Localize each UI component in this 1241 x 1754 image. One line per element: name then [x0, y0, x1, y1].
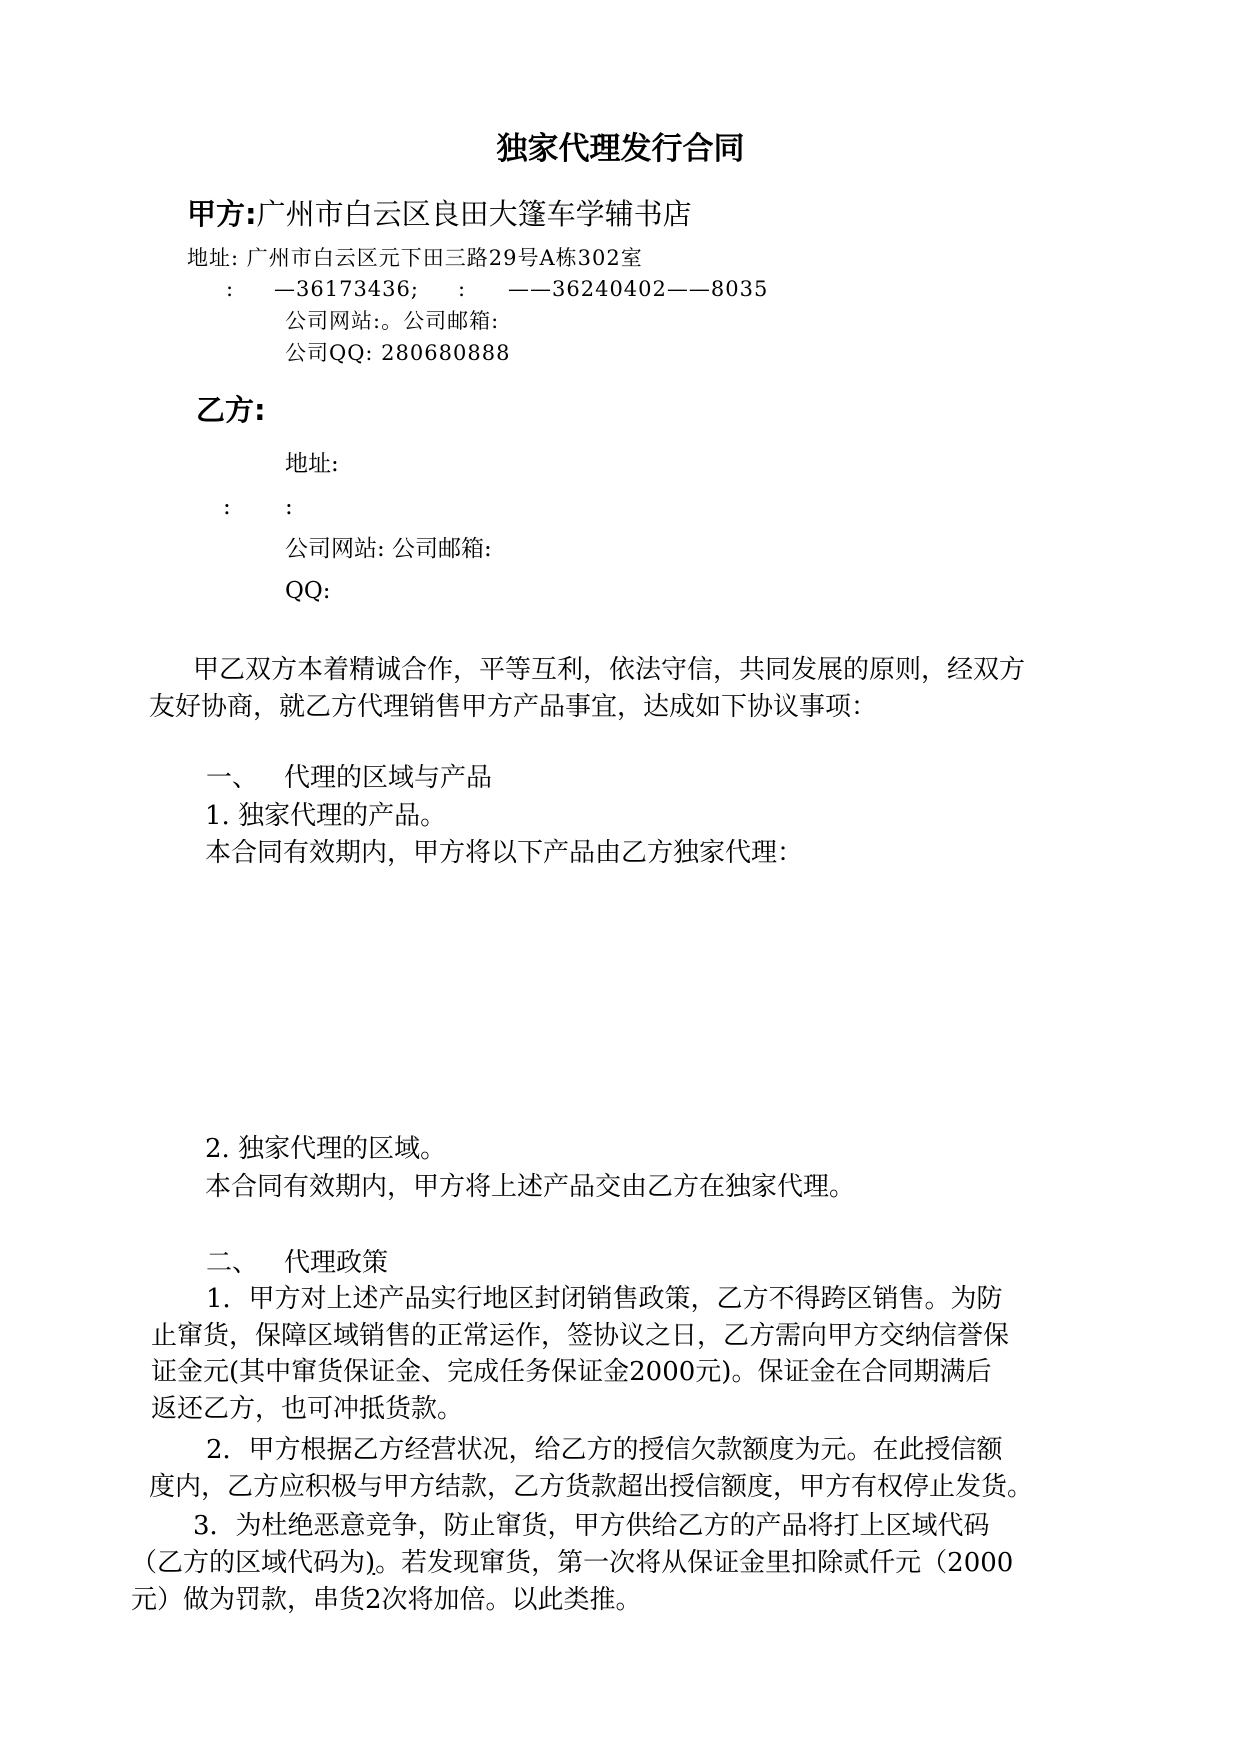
party-a-phone-label-1: :	[226, 277, 235, 301]
section-2-number: 二、	[206, 1248, 259, 1278]
party-a-address: 地址: 广州市白云区元下田三路29号A栋302室	[187, 246, 643, 270]
section-1-number: 一、	[206, 763, 259, 793]
document-title: 独家代理发行合同	[496, 131, 745, 167]
region-code-blank: )	[365, 1548, 376, 1578]
party-a-web-email: 公司网站:。公司邮箱:	[285, 309, 500, 333]
party-a-phone-2: ——36240402——8035	[508, 277, 769, 301]
section-1-item-2: 2. 独家代理的区域。	[205, 1134, 447, 1164]
party-a-phone-label-2: :	[458, 277, 467, 301]
section-2-p1-line-4: 返还乙方，也可冲抵货款。	[151, 1394, 464, 1424]
section-2-p3-line-2c: 。若发现窜货，第一次将从保证金里扣除贰仟元（2000	[375, 1548, 1014, 1578]
section-2-title: 代理政策	[284, 1248, 389, 1278]
section-1-item-2-text: 本合同有效期内，甲方将上述产品交由乙方在独家代理。	[205, 1172, 856, 1202]
section-1-item-1: 1. 独家代理的产品。	[205, 801, 447, 831]
section-2-p1-line-1: 1．甲方对上述产品实行地区封闭销售政策，乙方不得跨区销售。为防	[206, 1284, 1003, 1314]
party-b-qq: QQ:	[285, 578, 331, 604]
intro-line-2: 友好协商，就乙方代理销售甲方产品事宜，达成如下协议事项：	[149, 692, 878, 722]
section-1-item-1-text: 本合同有效期内，甲方将以下产品由乙方独家代理：	[205, 838, 804, 868]
section-2-p1-line-3: 证金元(其中窜货保证金、完成任务保证金2000元)。保证金在合同期满后	[151, 1357, 992, 1387]
party-b-address: 地址:	[285, 451, 339, 477]
party-b-colon-left: :	[223, 494, 231, 520]
party-b-label: 乙方:	[196, 393, 266, 427]
party-b-web-email: 公司网站: 公司邮箱:	[285, 536, 492, 562]
section-2-p3-line-2	[131, 1550, 1013, 1576]
section-2-p3-line-2a: （乙方的区域代码为	[131, 1548, 366, 1578]
intro-line-1: 甲乙双方本着精诚合作，平等互利，依法守信，共同发展的原则，经双方	[193, 655, 1026, 685]
party-a-name: 广州市白云区良田大篷车学辅书店	[256, 197, 692, 231]
party-a-qq: 公司QQ: 280680888	[285, 341, 511, 365]
section-1-title: 代理的区域与产品	[284, 763, 493, 793]
section-2-p2-line-2: 度内，乙方应积极与甲方结款，乙方货款超出授信额度，甲方有权停止发货。	[149, 1472, 1034, 1502]
section-2-p2-line-1: 2．甲方根据乙方经营状况，给乙方的授信欠款额度为元。在此授信额	[206, 1435, 1003, 1465]
section-2-p3-line-3: 元）做为罚款，串货2次将加倍。以此类推。	[131, 1585, 642, 1615]
party-a-label: 甲方:	[187, 197, 257, 231]
section-2-p3-line-1: 3．为杜绝恶意竞争，防止窜货，甲方供给乙方的产品将打上区域代码	[193, 1511, 990, 1541]
section-2-p1-line-2: 止窜货，保障区域销售的正常运作，签协议之日，乙方需向甲方交纳信誉保	[151, 1321, 1010, 1351]
party-b-colon-right: :	[285, 494, 293, 520]
party-a-phone-1: —36173436;	[274, 277, 419, 301]
party-a-line	[187, 197, 692, 231]
